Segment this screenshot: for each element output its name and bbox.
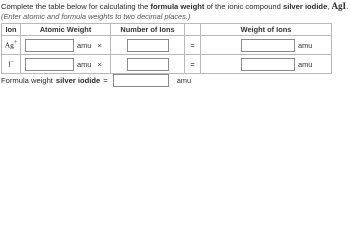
header-weight-of-ions: Weight of Ions (201, 24, 332, 36)
times-sign-silver: × (97, 40, 102, 50)
num-ions-input-silver[interactable] (127, 39, 169, 52)
ion-symbol-silver: Ag (4, 40, 14, 50)
ion-weight-input-silver[interactable] (241, 39, 295, 52)
instruction-middle: of the ionic compound (204, 2, 283, 11)
equals-sign-iodide: = (190, 59, 195, 69)
atomic-weight-unit-silver: amu (77, 40, 92, 50)
ion-cell-silver (2, 36, 21, 55)
num-ions-cell-iodide (111, 55, 185, 74)
instruction-formula: AgI (331, 1, 347, 11)
equals-cell-iodide (185, 55, 201, 74)
ion-weight-unit-silver: amu (298, 40, 313, 50)
formula-weight-input[interactable] (113, 74, 169, 87)
ion-cell-iodide (2, 55, 21, 74)
header-ion: Ion (2, 24, 21, 36)
formula-weight-equals: = (103, 75, 108, 85)
ion-weight-cell-silver (201, 36, 332, 55)
instruction-note: (Enter atomic and formula weights to two decimal places.) (1, 12, 191, 21)
instruction-compound-name: silver iodide (282, 2, 328, 11)
instruction-after: . (346, 2, 349, 11)
atomic-weight-cell-iodide (21, 55, 111, 74)
atomic-weight-unit-iodide: amu (77, 59, 92, 69)
times-sign-iodide: × (97, 59, 102, 69)
ion-weight-input-iodide[interactable] (241, 58, 295, 71)
ion-weight-unit-iodide: amu (298, 59, 313, 69)
ion-charge-iodide: − (10, 59, 14, 66)
formula-weight-label: Formula weight (1, 75, 53, 85)
ion-charge-silver: + (13, 40, 18, 47)
header-number-of-ions: Number of Ions (111, 24, 185, 36)
header-atomic-weight: Atomic Weight (21, 24, 111, 36)
formula-weight-compound: silver iodide (55, 75, 101, 85)
num-ions-input-iodide[interactable] (127, 58, 169, 71)
equals-sign-silver: = (190, 40, 195, 50)
atomic-weight-input-iodide[interactable] (25, 58, 74, 71)
equals-cell-silver (185, 36, 201, 55)
ion-weight-cell-iodide (201, 55, 332, 74)
ion-symbol-iodide: I (8, 59, 11, 69)
formula-weight-unit: amu (176, 75, 192, 85)
instruction-text (1, 1, 348, 11)
header-spacer (185, 24, 201, 36)
instruction-before: Complete the table below for calculating the (1, 2, 151, 11)
table-row-iodide (2, 55, 332, 74)
table-row-silver (2, 36, 332, 55)
formula-weight-table (1, 23, 332, 74)
num-ions-cell-silver (111, 36, 185, 55)
atomic-weight-cell-silver (21, 36, 111, 55)
instruction-comma: , (327, 2, 332, 11)
atomic-weight-input-silver[interactable] (25, 39, 74, 52)
formula-weight-line (1, 73, 191, 87)
table-header-row (2, 24, 332, 36)
instruction-bold-term: formula weight (150, 2, 205, 11)
